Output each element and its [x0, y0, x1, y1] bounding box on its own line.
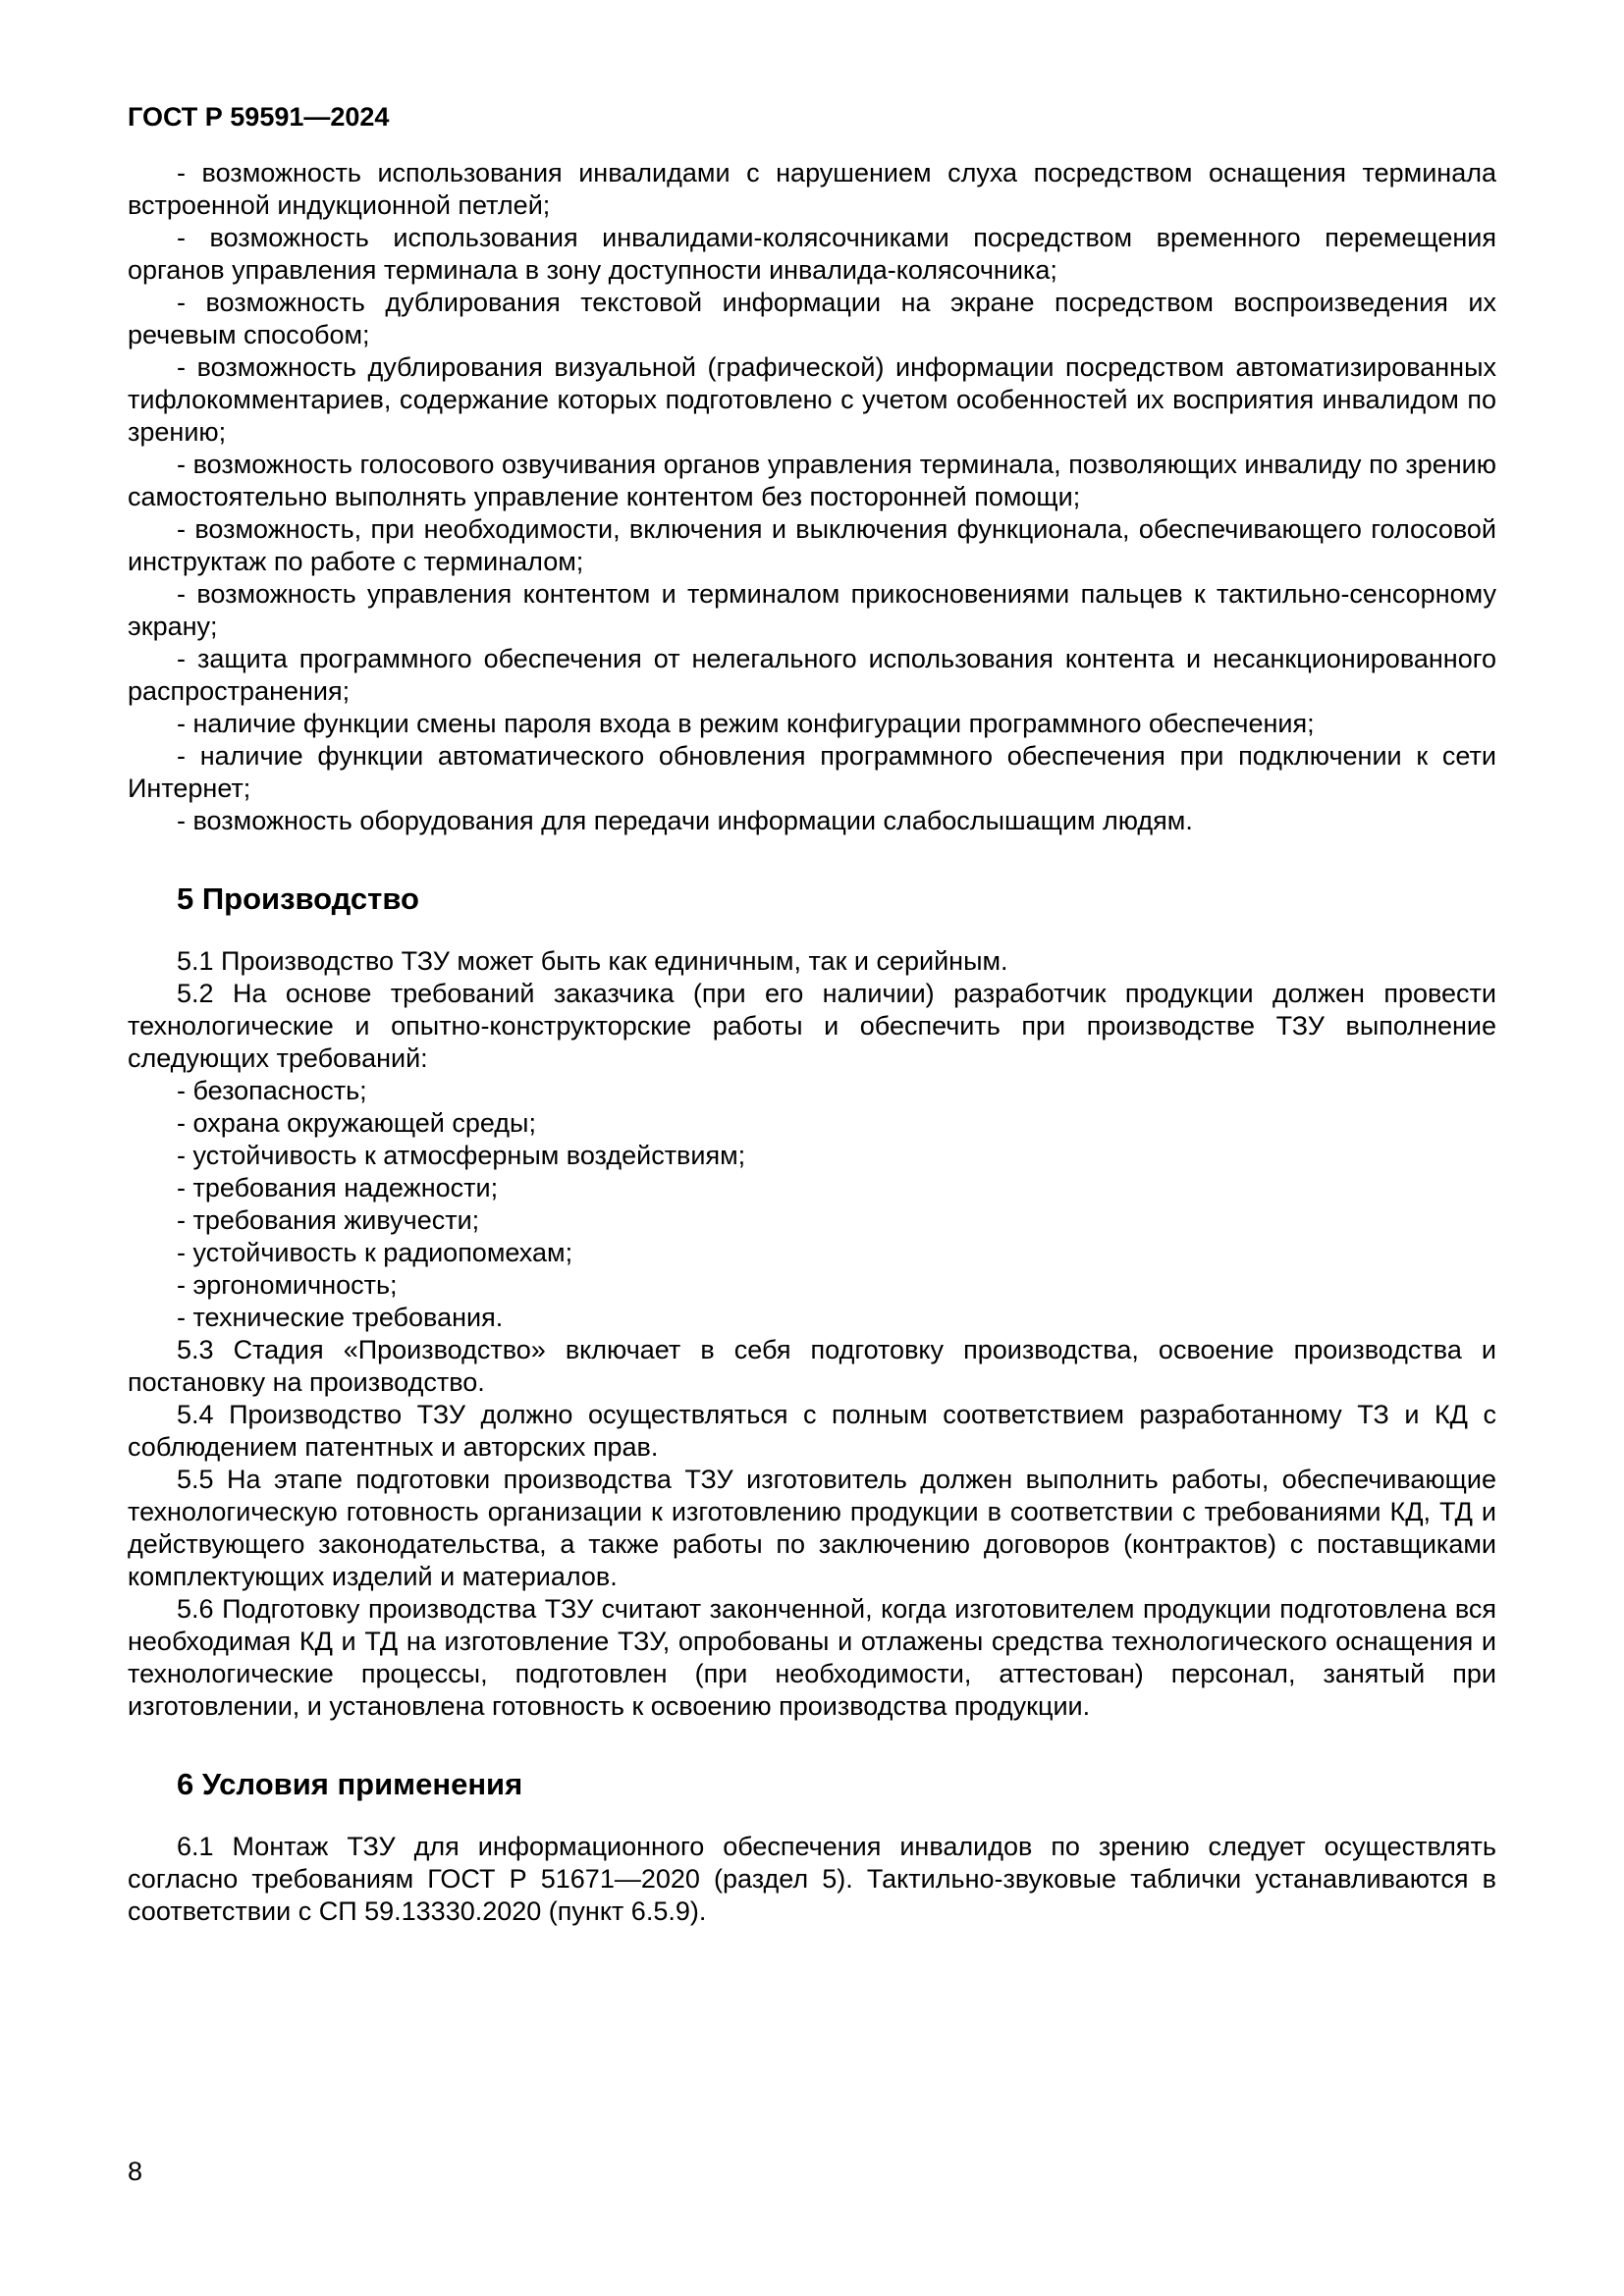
- paragraph-5-4: 5.4 Производство ТЗУ должно осуществляться с полным соответствием разработанному ТЗ и КД с соблюдением патентных и авторских прав.: [128, 1400, 1496, 1462]
- paragraph-5-1: 5.1 Производство ТЗУ может быть как единичным, так и серийным.: [177, 946, 1008, 976]
- intro-list: [128, 157, 1496, 837]
- paragraph-5-3: 5.3 Стадия «Производство» включает в себя подготовку производства, освоение производства и постановку на производство.: [128, 1335, 1496, 1397]
- list-item: - защита программного обеспечения от нелегального использования контента и несанкционированного распространения;: [128, 644, 1496, 706]
- list-item: - возможность дублирования текстовой информации на экране посредством воспроизведения их речевым способом;: [128, 288, 1496, 349]
- list-item: - возможность оборудования для передачи информации слабослышащим людям.: [177, 806, 1193, 835]
- paragraph-5-2: 5.2 На основе требований заказчика (при его наличии) разработчик продукции должен провести технологические и опытно-конструкторские работы и обеспечить при производстве ТЗУ выполнение следующих требований:: [128, 979, 1496, 1073]
- paragraph-5-6: 5.6 Подготовку производства ТЗУ считают законченной, когда изготовителем продукции подготовлена вся необходимая КД и ТД на изготовление ТЗУ, опробованы и отлажены средства технологического оснащения и технологические процессы, подготовлен (при необходимости, аттестован) персонал, занятый при изготовлении, и установлена готовность к освоению производства продукции.: [128, 1594, 1496, 1721]
- list-item: - наличие функции смены пароля входа в режим конфигурации программного обеспечения;: [177, 709, 1315, 738]
- doc-code-header: ГОСТ Р 59591—2024: [128, 102, 390, 132]
- list-item: - возможность использования инвалидами с нарушением слуха посредством оснащения терминала встроенной индукционной петлей;: [128, 158, 1496, 220]
- list-item: - безопасность;: [177, 1076, 367, 1105]
- list-item: - требования живучести;: [177, 1205, 480, 1235]
- list-item: - устойчивость к атмосферным воздействиям;: [177, 1141, 746, 1170]
- list-item: - возможность, при необходимости, включения и выключения функционала, обеспечивающего голосовой инструктаж по работе с терминалом;: [128, 514, 1496, 576]
- paragraph-5-5: 5.5 На этапе подготовки производства ТЗУ изготовитель должен выполнить работы, обеспечивающие технологическую готовность организации к изготовлению продукции в соответствии с требованиями КД, ТД и действующего законодательства, а также работы по заключению договоров (контрактов) с поставщиками комплектующих изделий и материалов.: [128, 1465, 1496, 1591]
- section-5-heading: 5 Производство: [177, 881, 419, 916]
- page-number: 8: [128, 2157, 143, 2186]
- section-5-body: [128, 945, 1496, 1723]
- list-item: - возможность управления контентом и терминалом прикосновениями пальцев к тактильно-сенсорному экрану;: [128, 579, 1496, 641]
- list-item: - возможность дублирования визуальной (графической) информации посредством автоматизированных тифлокомментариев, содержание которых подготовлено с учетом особенностей их восприятия инвалидом по зрению;: [128, 352, 1496, 447]
- list-item: - устойчивость к радиопомехам;: [177, 1238, 573, 1267]
- list-item: - возможность использования инвалидами-колясочниками посредством временного перемещения органов управления терминала в зону доступности инвалида-колясочника;: [128, 223, 1496, 285]
- section-6-body: [128, 1831, 1496, 1928]
- section-6-heading: 6 Условия применения: [177, 1767, 523, 1801]
- list-item: - наличие функции автоматического обновления программного обеспечения при подключении к сети Интернет;: [128, 741, 1496, 803]
- list-item: - возможность голосового озвучивания органов управления терминала, позволяющих инвалиду по зрению самостоятельно выполнять управление контентом без посторонней помощи;: [128, 450, 1496, 511]
- paragraph-6-1: 6.1 Монтаж ТЗУ для информационного обеспечения инвалидов по зрению следует осуществлять согласно требованиям ГОСТ Р 51671—2020 (раздел 5). Тактильно-звуковые таблички устанавливаются в соответствии с СП 59.13330.2020 (пункт 6.5.9).: [128, 1832, 1496, 1926]
- list-item: - технические требования.: [177, 1303, 504, 1332]
- list-item: - охрана окружающей среды;: [177, 1108, 536, 1138]
- list-item: - требования надежности;: [177, 1173, 499, 1202]
- list-item: - эргономичность;: [177, 1270, 398, 1300]
